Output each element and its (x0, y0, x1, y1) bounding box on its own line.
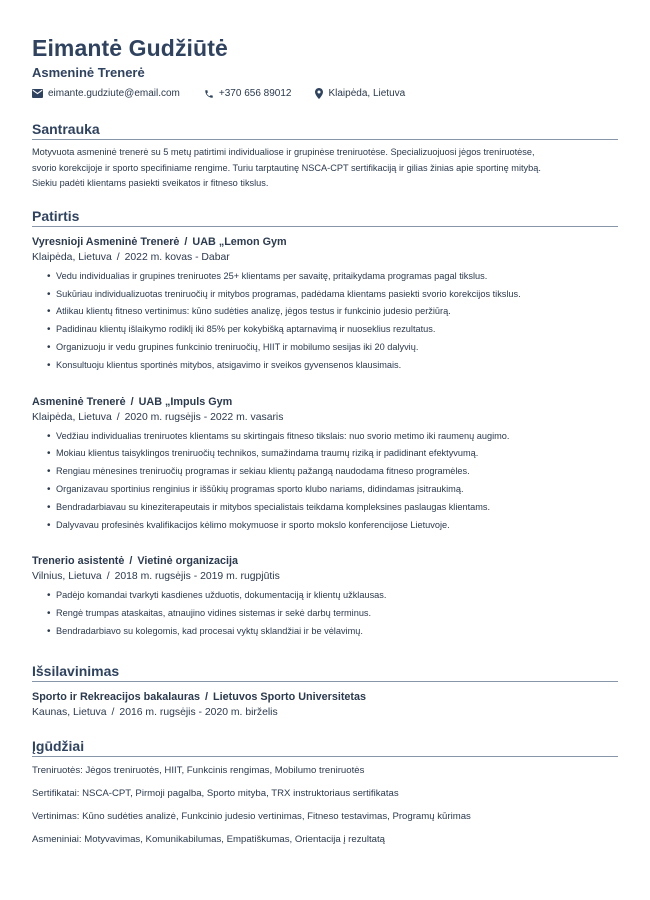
bullet-item: • Rengė trumpas ataskaitas, atnaujino vidines sistemas ir sekė darbų terminus. (48, 605, 618, 623)
skills-list (32, 763, 618, 847)
contact-email[interactable] (32, 88, 180, 99)
bullet-item: • Dalyvavau profesinės kvalifikacijos kėlimo mokymuose ir sporto mokslo konferencijose Lietuvoje. (48, 517, 618, 535)
contact-phone[interactable] (204, 88, 292, 99)
bullet-item: • Vedu individualias ir grupines treniruotes 25+ klientams per savaitę, pritaikydama programas pagal tikslus. (48, 268, 618, 286)
map-pin-icon (315, 88, 323, 99)
experience-section (32, 207, 618, 641)
summary-line: Siekiu padėti klientams pasiekti sveikatos ir fitneso tikslus. (32, 178, 269, 189)
separator: / (130, 395, 134, 408)
separator: / (129, 555, 133, 568)
phone-icon (204, 89, 214, 99)
education-entry (32, 690, 618, 721)
person-name: Eimantė Gudžiūtė (32, 35, 228, 61)
bullet-item: • Bendradarbiavau su kineziterapeutais ir mitybos specialistais teikdama kompleksines paslaugas klientams. (48, 499, 618, 517)
job-bullets (32, 428, 618, 535)
job-dates: 2020 m. rugsėjis - 2022 m. vasaris (124, 411, 284, 423)
skill-row: Vertinimas: Kūno sudėties analizė, Funkcinio judesio vertinimas, Fitneso testavimas, Programų kūrimas (32, 810, 471, 822)
bullet-item: • Organizuoju ir vedu grupines funkcinio treniruočių, HIIT ir mobilumo sesijas iki 20 dalyvių. (48, 339, 618, 357)
bullet-item: • Bendradarbiavo su kolegomis, kad procesai vyktų sklandžiai ir be vėlavimų. (48, 623, 618, 641)
education-section (32, 662, 618, 721)
skill-row: Asmeniniai: Motyvavimas, Komunikabilumas, Empatiškumas, Orientacija į rezultatą (32, 833, 385, 845)
separator: / (116, 251, 120, 263)
job-location: Vilnius, Lietuva (32, 571, 102, 583)
bullet-item: • Vedžiau individualias treniruotes klientams su skirtingais fitneso tikslais: nuo svorio metimo iki raumenų augimo. (48, 428, 618, 446)
section-title-summary: Santrauka (32, 120, 618, 140)
summary-line: svorio korekcijoje ir sporto specifiniame rengime. Turiu tarptautinę NSCA-CPT sertifikaciją ir gilias žinias apie sportinę mitybą. (32, 162, 541, 173)
job-bullets (32, 587, 618, 640)
job-meta (32, 250, 618, 266)
email-text: eimante.gudziute@email.com (48, 88, 180, 99)
education-meta (32, 705, 618, 721)
job-location: Klaipėda, Lietuva (32, 251, 112, 263)
bullet-item: • Padėjo komandai tvarkyti kasdienes užduotis, dokumentaciją ir klientų užklausas. (48, 587, 618, 605)
summary-text (32, 145, 618, 192)
separator: / (116, 411, 120, 423)
contact-location (315, 88, 405, 99)
section-title-education: Išsilavinimas (32, 662, 618, 682)
skills-section (32, 737, 618, 847)
job-meta (32, 569, 618, 585)
bullet-item: • Padidinau klientų išlaikymo rodiklį iki 85% per kokybišką aptarnavimą ir nuoseklius rezultatus. (48, 321, 618, 339)
job-title: Asmeninė Trenerė (32, 65, 145, 80)
education-header (32, 690, 618, 705)
location-text: Klaipėda, Lietuva (328, 88, 406, 99)
job-entry (32, 395, 618, 535)
skill-row: Sertifikatai: NSCA-CPT, Pirmoji pagalba, Sporto mityba, TRX instruktoriaus sertifikatas (32, 787, 399, 799)
job-dates: 2022 m. kovas - Dabar (124, 251, 230, 263)
bullet-item: • Sukūriau individualizuotas treniruočių ir mitybos programas, padėdama klientams pasiekti svorio korekcijos tikslus. (48, 286, 618, 304)
job-company: UAB „Lemon Gym (192, 235, 287, 248)
job-bullets (32, 268, 618, 375)
job-position: Vyresnioji Asmeninė Trenerė (32, 235, 180, 248)
education-degree: Sporto ir Rekreacijos bakalauras (32, 690, 201, 703)
summary-section (32, 120, 618, 192)
bullet-item: • Mokiau klientus taisyklingos treniruočių technikos, sumažindama traumų riziką ir padidinant efektyvumą. (48, 445, 618, 463)
separator: / (205, 690, 209, 703)
education-location: Kaunas, Lietuva (32, 706, 107, 718)
envelope-icon (32, 89, 43, 98)
job-dates: 2018 m. rugsėjis - 2019 m. rugpjūtis (114, 571, 280, 583)
job-meta (32, 410, 618, 426)
section-title-skills: Įgūdžiai (32, 737, 618, 757)
job-entry (32, 554, 618, 640)
separator: / (184, 235, 188, 248)
separator: / (106, 571, 110, 583)
bullet-item: • Organizavau sportinius renginius ir iššūkių programas sporto klubo nariams, didindamas įsitraukimą. (48, 481, 618, 499)
education-dates: 2016 m. rugsėjis - 2020 m. birželis (119, 706, 278, 718)
phone-text: +370 656 89012 (218, 88, 292, 99)
skill-row: Treniruotės: Jėgos treniruotės, HIIT, Funkcinis rengimas, Mobilumo treniruotės (32, 764, 365, 776)
bullet-item: • Atlikau klientų fitneso vertinimus: kūno sudėties analizę, jėgos testus ir funkcinio judesio peržiūrą. (48, 303, 618, 321)
section-title-experience: Patirtis (32, 207, 618, 227)
bullet-item: • Konsultuoju klientus sportinės mitybos, atsigavimo ir sveikos gyvensenos klausimais. (48, 357, 618, 375)
job-header (32, 395, 618, 410)
job-position: Asmeninė Trenerė (32, 395, 126, 408)
job-company: Vietinė organizacija (137, 555, 239, 568)
education-school: Lietuvos Sporto Universitetas (213, 690, 367, 703)
job-header (32, 554, 618, 569)
summary-line: Motyvuota asmeninė trenerė su 5 metų patirtimi individualiose ir grupinėse treniruotėse. Specializuojuosi jėgos treniruotėse, (32, 147, 535, 157)
job-company: UAB „Impuls Gym (138, 395, 233, 408)
job-position: Trenerio asistentė (32, 555, 125, 568)
job-header (32, 235, 618, 250)
contact-row (32, 88, 618, 99)
separator: / (111, 706, 115, 718)
job-entry (32, 235, 618, 375)
job-location: Klaipėda, Lietuva (32, 411, 112, 423)
bullet-item: • Rengiau mėnesines treniruočių programas ir sekiau klientų pažangą naudodama fitneso programėles. (48, 463, 618, 481)
